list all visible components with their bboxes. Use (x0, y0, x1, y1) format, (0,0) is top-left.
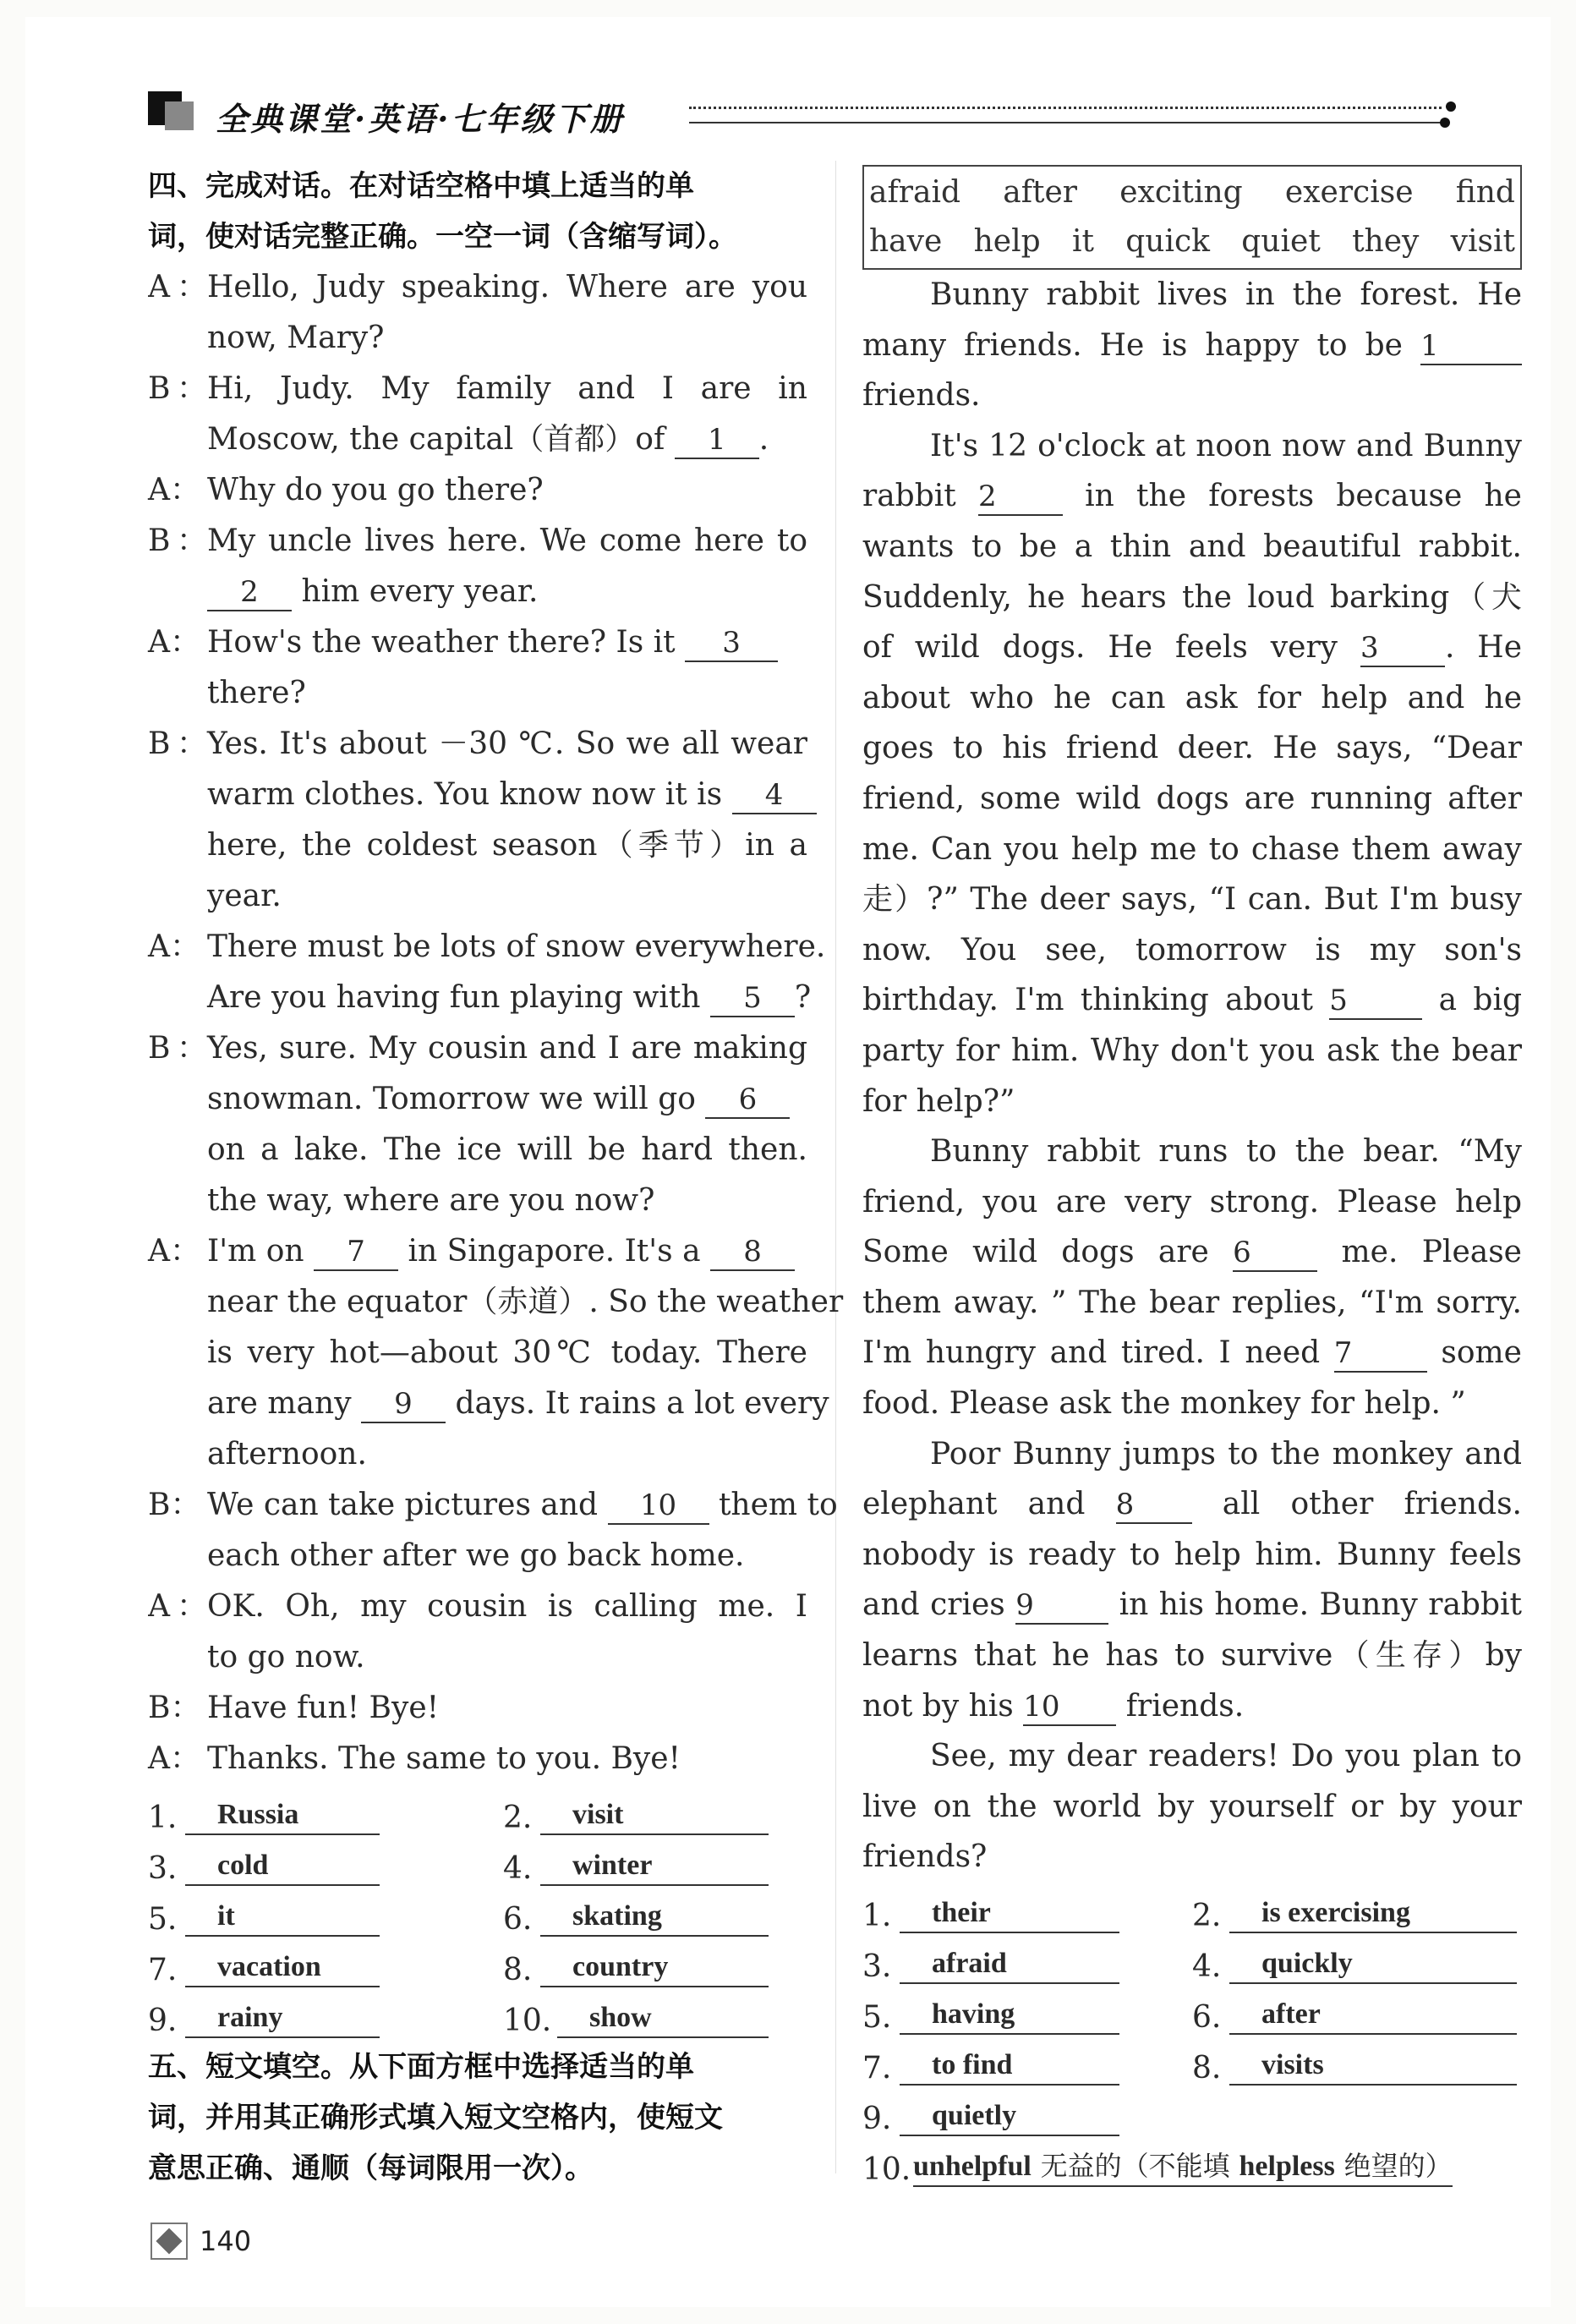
dialogue-line: Moscow, the capital（首都）of 1 . (148, 414, 807, 465)
blank-1[interactable]: 1 (1420, 328, 1522, 365)
dialogue-line: the way, where are you now? (207, 1183, 655, 1218)
dialogue-line: now, Mary? (207, 321, 385, 355)
page-footer (150, 2223, 251, 2260)
answer-item: 7. to find (862, 2035, 1192, 2086)
section4-heading: 四、完成对话。在对话空格中填上适当的单 (148, 169, 694, 203)
dialogue-line: here, the coldest season（季节）in a (207, 828, 807, 863)
blank-8[interactable]: 8 (710, 1234, 795, 1271)
dialogue-line: A： There must be lots of snow everywhere. (148, 929, 826, 964)
page-number: 140 (200, 2225, 252, 2257)
column-divider (835, 161, 836, 2173)
blank-3[interactable]: 3 (1360, 630, 1445, 667)
dialogue-line: B： Have fun! Bye! (148, 1691, 440, 1725)
dialogue-line: Are you having fun playing with 5 ? (148, 973, 807, 1023)
dialogue-line: B：Yes. It's about －30 ℃. So we all wear (148, 726, 807, 761)
dialogue-line: B： We can take pictures and 10 them to (148, 1480, 807, 1531)
blank-6[interactable]: 6 (1233, 1235, 1317, 1272)
blank-2[interactable]: 2 (978, 479, 1063, 516)
dialogue-line: warm clothes. You know now it is 4 (148, 770, 807, 820)
header-solid-rule (689, 122, 1442, 123)
dialogue-line: are many 9 days. It rains a lot every (148, 1379, 807, 1429)
answer-item-10: 10. unhelpful 无益的（不能填 helpless 绝望的） (862, 2136, 1522, 2187)
dialogue-line: A：OK. Oh, my cousin is calling me. I (148, 1589, 807, 1624)
word-box (862, 165, 1522, 270)
page-header (148, 91, 1450, 142)
header-logo-blocks (148, 91, 199, 134)
header-dotted-rule (689, 107, 1442, 109)
answer-item: 3. cold (148, 1835, 503, 1886)
dialogue-line: near the equator（赤道）. So the weather (207, 1285, 844, 1319)
diamond-icon (150, 2223, 188, 2260)
word-box-row: afraid after exciting exercise find (869, 175, 1515, 210)
dialogue-line: A： How's the weather there? Is it 3 (148, 617, 807, 668)
answer-item: 1. their (862, 1883, 1192, 1933)
answer-item: 5. having (862, 1984, 1192, 2035)
answer-item: 6. after (1192, 1984, 1522, 2035)
answer-item: 8. visits (1192, 2035, 1522, 2086)
answer-item: 4. winter (503, 1835, 807, 1886)
answer-item: 9. rainy (148, 1987, 503, 2038)
blank-5[interactable]: 5 (1329, 983, 1422, 1020)
header-dot (1440, 118, 1450, 128)
answer-item: 10. show (503, 1987, 807, 2038)
dialogue-line: B：Hi, Judy. My family and I are in (148, 371, 807, 406)
blank-3[interactable]: 3 (685, 625, 778, 662)
word-box-row: have help it quick quiet they visit (869, 224, 1515, 259)
blank-7[interactable]: 7 (314, 1234, 398, 1271)
blank-9[interactable]: 9 (1015, 1587, 1108, 1625)
blank-10[interactable]: 10 (1023, 1689, 1116, 1726)
section5-answers (862, 1883, 1522, 2136)
blank-8[interactable]: 8 (1116, 1487, 1192, 1524)
blank-1[interactable]: 1 (675, 422, 759, 459)
section5-heading: 意思正确、通顺（每词限用一次）。 (148, 2151, 594, 2185)
dialogue-line: there? (207, 676, 306, 710)
dialogue-line: A： Why do you go there? (148, 473, 544, 507)
dialogue-line: 2 him every year. (148, 567, 807, 617)
left-column (148, 161, 844, 2194)
dialogue-line: to go now. (207, 1640, 365, 1674)
answer-10-text: unhelpful 无益的（不能填 helpless 绝望的） (913, 2147, 1453, 2187)
answer-item: 9. quietly (862, 2086, 1192, 2136)
dialogue-line: A：Hello, Judy speaking. Where are you (148, 270, 807, 304)
answer-item: 2. visit (503, 1784, 807, 1835)
answer-item: 3. afraid (862, 1933, 1192, 1984)
answer-item: 1. Russia (148, 1784, 503, 1835)
dialogue-line: A： I'm on 7 in Singapore. It's a 8 (148, 1226, 807, 1277)
dialogue-line: each other after we go back home. (207, 1538, 745, 1573)
dialogue-line: B：My uncle lives here. We come here to (148, 523, 807, 558)
blank-4[interactable]: 4 (732, 777, 817, 814)
dialogue-line: A： Thanks. The same to you. Bye! (148, 1741, 681, 1776)
header-dot (1446, 101, 1456, 112)
answer-item: 5. it (148, 1886, 503, 1937)
blank-9[interactable]: 9 (361, 1386, 446, 1423)
answer-item: 8. country (503, 1937, 807, 1987)
section5-heading: 词，并用其正确形式填入短文空格内，使短文 (148, 2101, 723, 2135)
answer-item: 2. is exercising (1192, 1883, 1522, 1933)
answer-item: 4. quickly (1192, 1933, 1522, 1984)
answer-item: 7. vacation (148, 1937, 503, 1987)
answer-item: 6. skating (503, 1886, 807, 1937)
blank-6[interactable]: 6 (705, 1082, 790, 1119)
dialogue-line: B：Yes, sure. My cousin and I are making (148, 1031, 807, 1066)
right-column (862, 165, 1522, 2187)
dialogue-line: afternoon. (207, 1437, 367, 1472)
blank-5[interactable]: 5 (710, 980, 795, 1017)
passage: Bunny rabbit lives in the forest. He many friends. He is happy to be 1 friends. It's 12 o'clock at noon now and Bunny rabbit 2 in the forests because he wants to be a thin and beautiful rabbit. Suddenly, he hears the loud barking（犬 of wild dogs. He feels very 3 . He about who he can ask for help and he goes to his friend deer. He says, “Dear friend, some wild dogs are running after me. Can you help me to chase them away 走）?” The deer says, “I can. But I'm busy now. You see, tomorrow is my son's birthday. I'm thinking about 5 a big party for him. Why don't you ask the bear for help?” Bunny rabbit runs to the bear. “My friend, you are very strong. Please help Some wild dogs are 6 me. Please them away. ” The bear replies, “I'm sorry. I'm hungry and tired. I need 7 some food. Please ask the monkey for help. ” Poor Bunny jumps to the monkey and elephant and 8 all other friends. nobody is ready to help him. Bunny feels and cries 9 in his home. Bunny rabbit learns that he has to survive（生存）by not by his 10 friends. See, my dear readers! Do you plan to live on the world by yourself or by your friends? (862, 277, 1522, 1875)
dialogue-line: is very hot—about 30℃ today. There (207, 1335, 807, 1370)
section5-heading: 五、短文填空。从下面方框中选择适当的单 (148, 2050, 694, 2084)
section4-heading: 词，使对话完整正确。一空一词（含缩写词）。 (148, 220, 737, 254)
blank-10[interactable]: 10 (608, 1488, 709, 1525)
dialogue-line: snowman. Tomorrow we will go 6 (148, 1074, 807, 1125)
dialogue-line: on a lake. The ice will be hard then. (207, 1132, 807, 1167)
blank-7[interactable]: 7 (1334, 1335, 1427, 1373)
section4-answers (148, 1784, 807, 2038)
header-title: 全典课堂·英语·七年级下册 (216, 100, 625, 138)
blank-2[interactable]: 2 (207, 574, 292, 611)
dialogue-line: year. (207, 879, 282, 913)
